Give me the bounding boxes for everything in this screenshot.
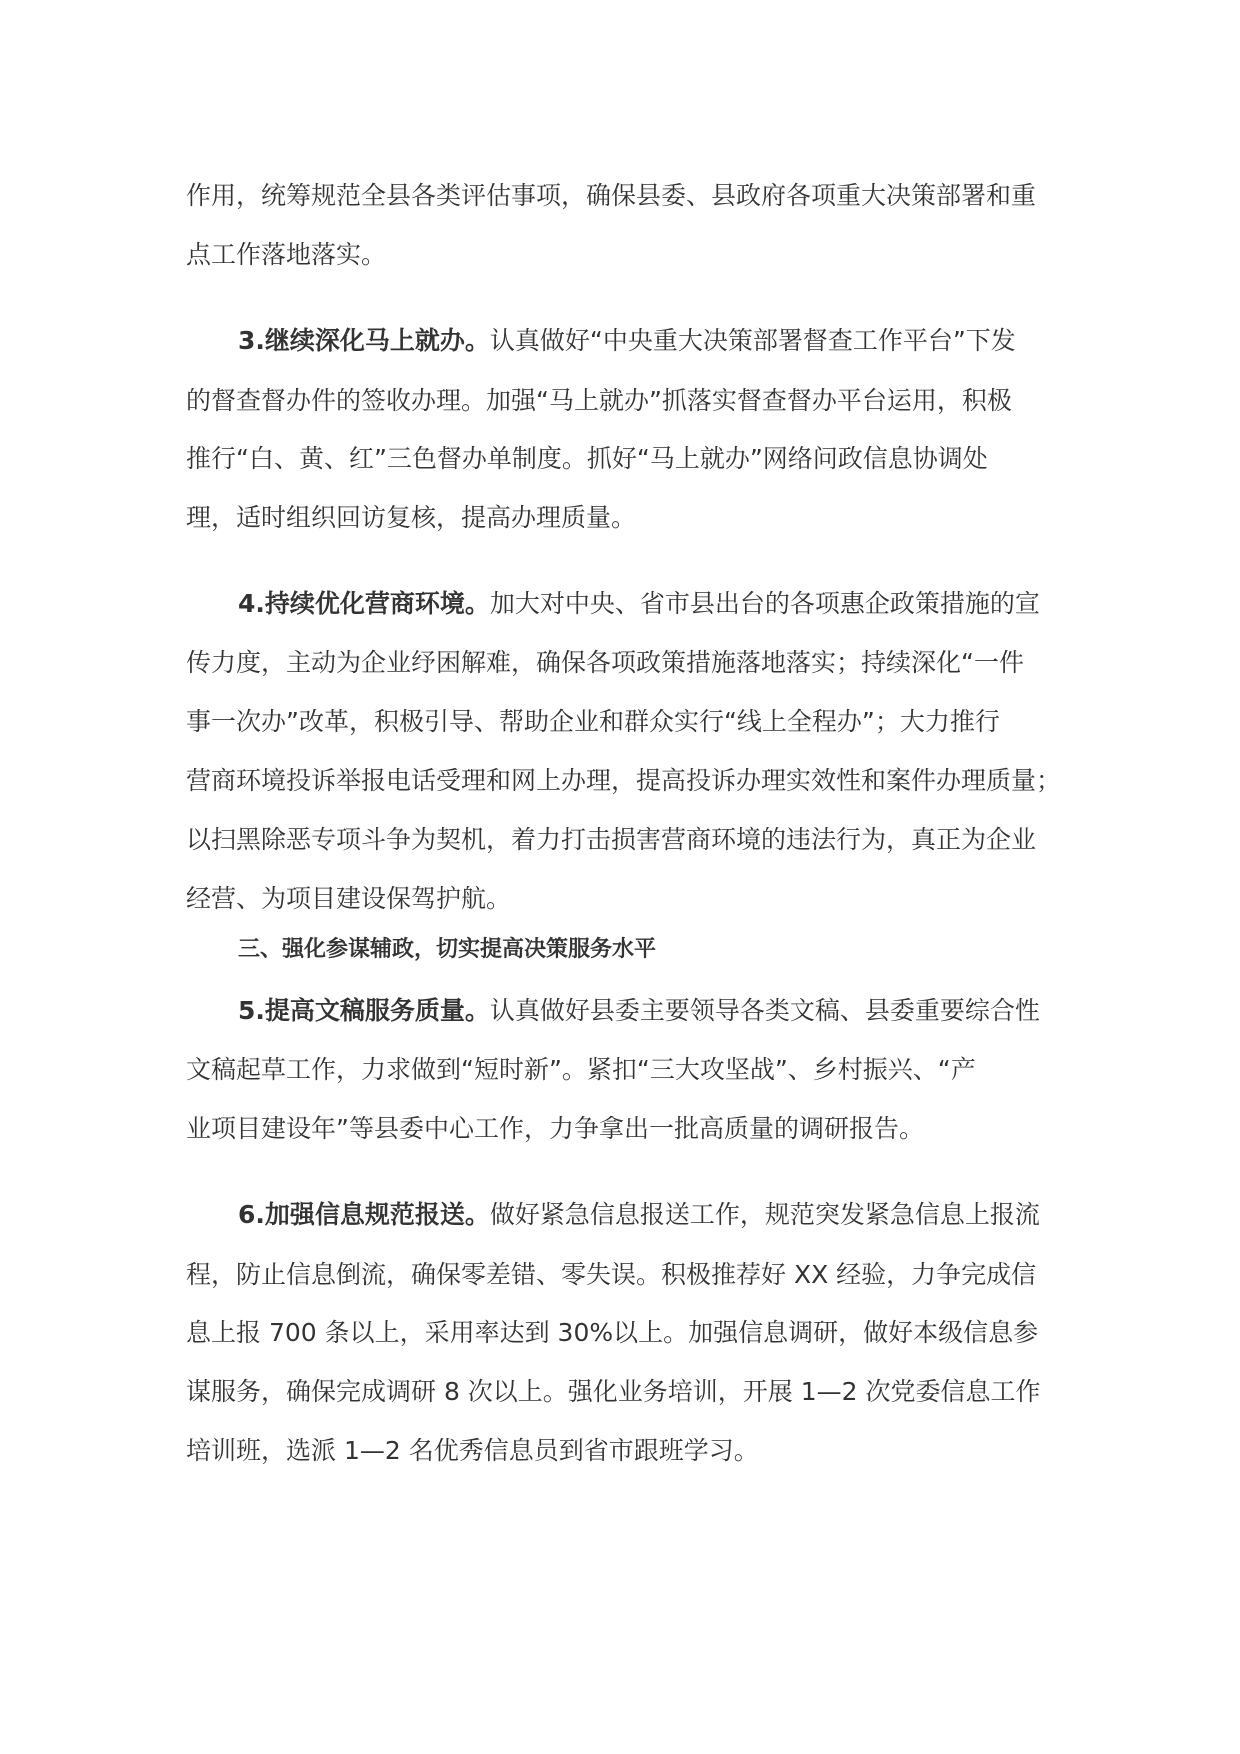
- line-text: 做好紧急信息报送工作，规范突发紧急信息上报流: [489, 1200, 1040, 1229]
- paragraph-line: [238, 993, 1040, 1029]
- paragraph-line: [186, 645, 1024, 681]
- line-text: 培训班，选派 1—2 名优秀信息员到省市跟班学习。: [186, 1436, 759, 1465]
- paragraph-line: [186, 441, 988, 477]
- line-text: 认真做好县委主要领导各类文稿、县委重要综合性: [489, 996, 1040, 1025]
- line-text: 的督查督办件的签收办理。加强“马上就办”抓落实督查督办平台运用，积极: [186, 386, 1012, 415]
- paragraph-line: [186, 704, 1000, 740]
- line-text: 加大对中央、省市县出台的各项惠企政策措施的宣: [489, 589, 1040, 618]
- line-text: 营商环境投诉举报电话受理和网上办理，提高投诉办理实效性和案件办理质量；: [186, 766, 1062, 795]
- item-heading: 4.持续优化营商环境。: [238, 589, 490, 618]
- paragraph-line: [186, 1111, 924, 1147]
- item-heading: 6.加强信息规范报送。: [238, 1200, 490, 1229]
- line-text: 经营、为项目建设保驾护航。: [186, 884, 512, 913]
- paragraph-line: [186, 1315, 1038, 1351]
- line-text: 推行“白、黄、红”三色督办单制度。抓好“马上就办”网络问政信息协调处: [186, 444, 988, 473]
- paragraph-line: [238, 1197, 1040, 1233]
- line-text: 理，适时组织回访复核，提高办理质量。: [186, 503, 637, 532]
- line-text: 认真做好“中央重大决策部署督查工作平台”下发: [489, 326, 1016, 355]
- line-text: 文稿起草工作，力求做到“短时新”。紧扣“三大攻坚战”、乡村振兴、“产: [186, 1055, 976, 1084]
- line-text: 谋服务，确保完成调研 8 次以上。强化业务培训，开展 1—2 次党委信息工作: [186, 1377, 1041, 1406]
- line-text: 传力度，主动为企业纾困解难，确保各项政策措施落地落实；持续深化“一件: [186, 648, 1024, 677]
- paragraph-line: [186, 763, 1061, 799]
- paragraph-line: [186, 1374, 1041, 1410]
- paragraph-line: [238, 323, 1016, 359]
- line-text: 事一次办”改革，积极引导、帮助企业和群众实行“线上全程办”；大力推行: [186, 707, 1000, 736]
- item-heading: 3.继续深化马上就办。: [238, 326, 490, 355]
- paragraph-line: [238, 586, 1040, 622]
- paragraph-line: [186, 178, 1036, 214]
- paragraph-line: [186, 1257, 1036, 1293]
- item-heading: 5.提高文稿服务质量。: [238, 996, 490, 1025]
- paragraph-line: [186, 383, 1012, 419]
- paragraph-line: [186, 1433, 759, 1469]
- line-text: 程，防止信息倒流，确保零差错、零失误。积极推荐好 XX 经验，力争完成信: [186, 1260, 1037, 1289]
- paragraph-line: [186, 237, 386, 273]
- line-text: 点工作落地落实。: [186, 240, 387, 269]
- paragraph-line: [186, 1052, 976, 1088]
- line-text: 息上报 700 条以上，采用率达到 30%以上。加强信息调研，做好本级信息参: [186, 1318, 1039, 1347]
- section-heading: 三、强化参谋辅政，切实提高决策服务水平: [238, 937, 657, 962]
- paragraph-line: [186, 881, 511, 917]
- line-text: 以扫黑除恶专项斗争为契机，着力打击损害营商环境的违法行为，真正为企业: [186, 825, 1037, 854]
- paragraph-line: [186, 822, 1036, 858]
- paragraph-line: [186, 500, 636, 536]
- line-text: 业项目建设年”等县委中心工作，力争拿出一批高质量的调研报告。: [186, 1114, 924, 1143]
- line-text: 作用，统筹规范全县各类评估事项，确保县委、县政府各项重大决策部署和重: [186, 181, 1037, 210]
